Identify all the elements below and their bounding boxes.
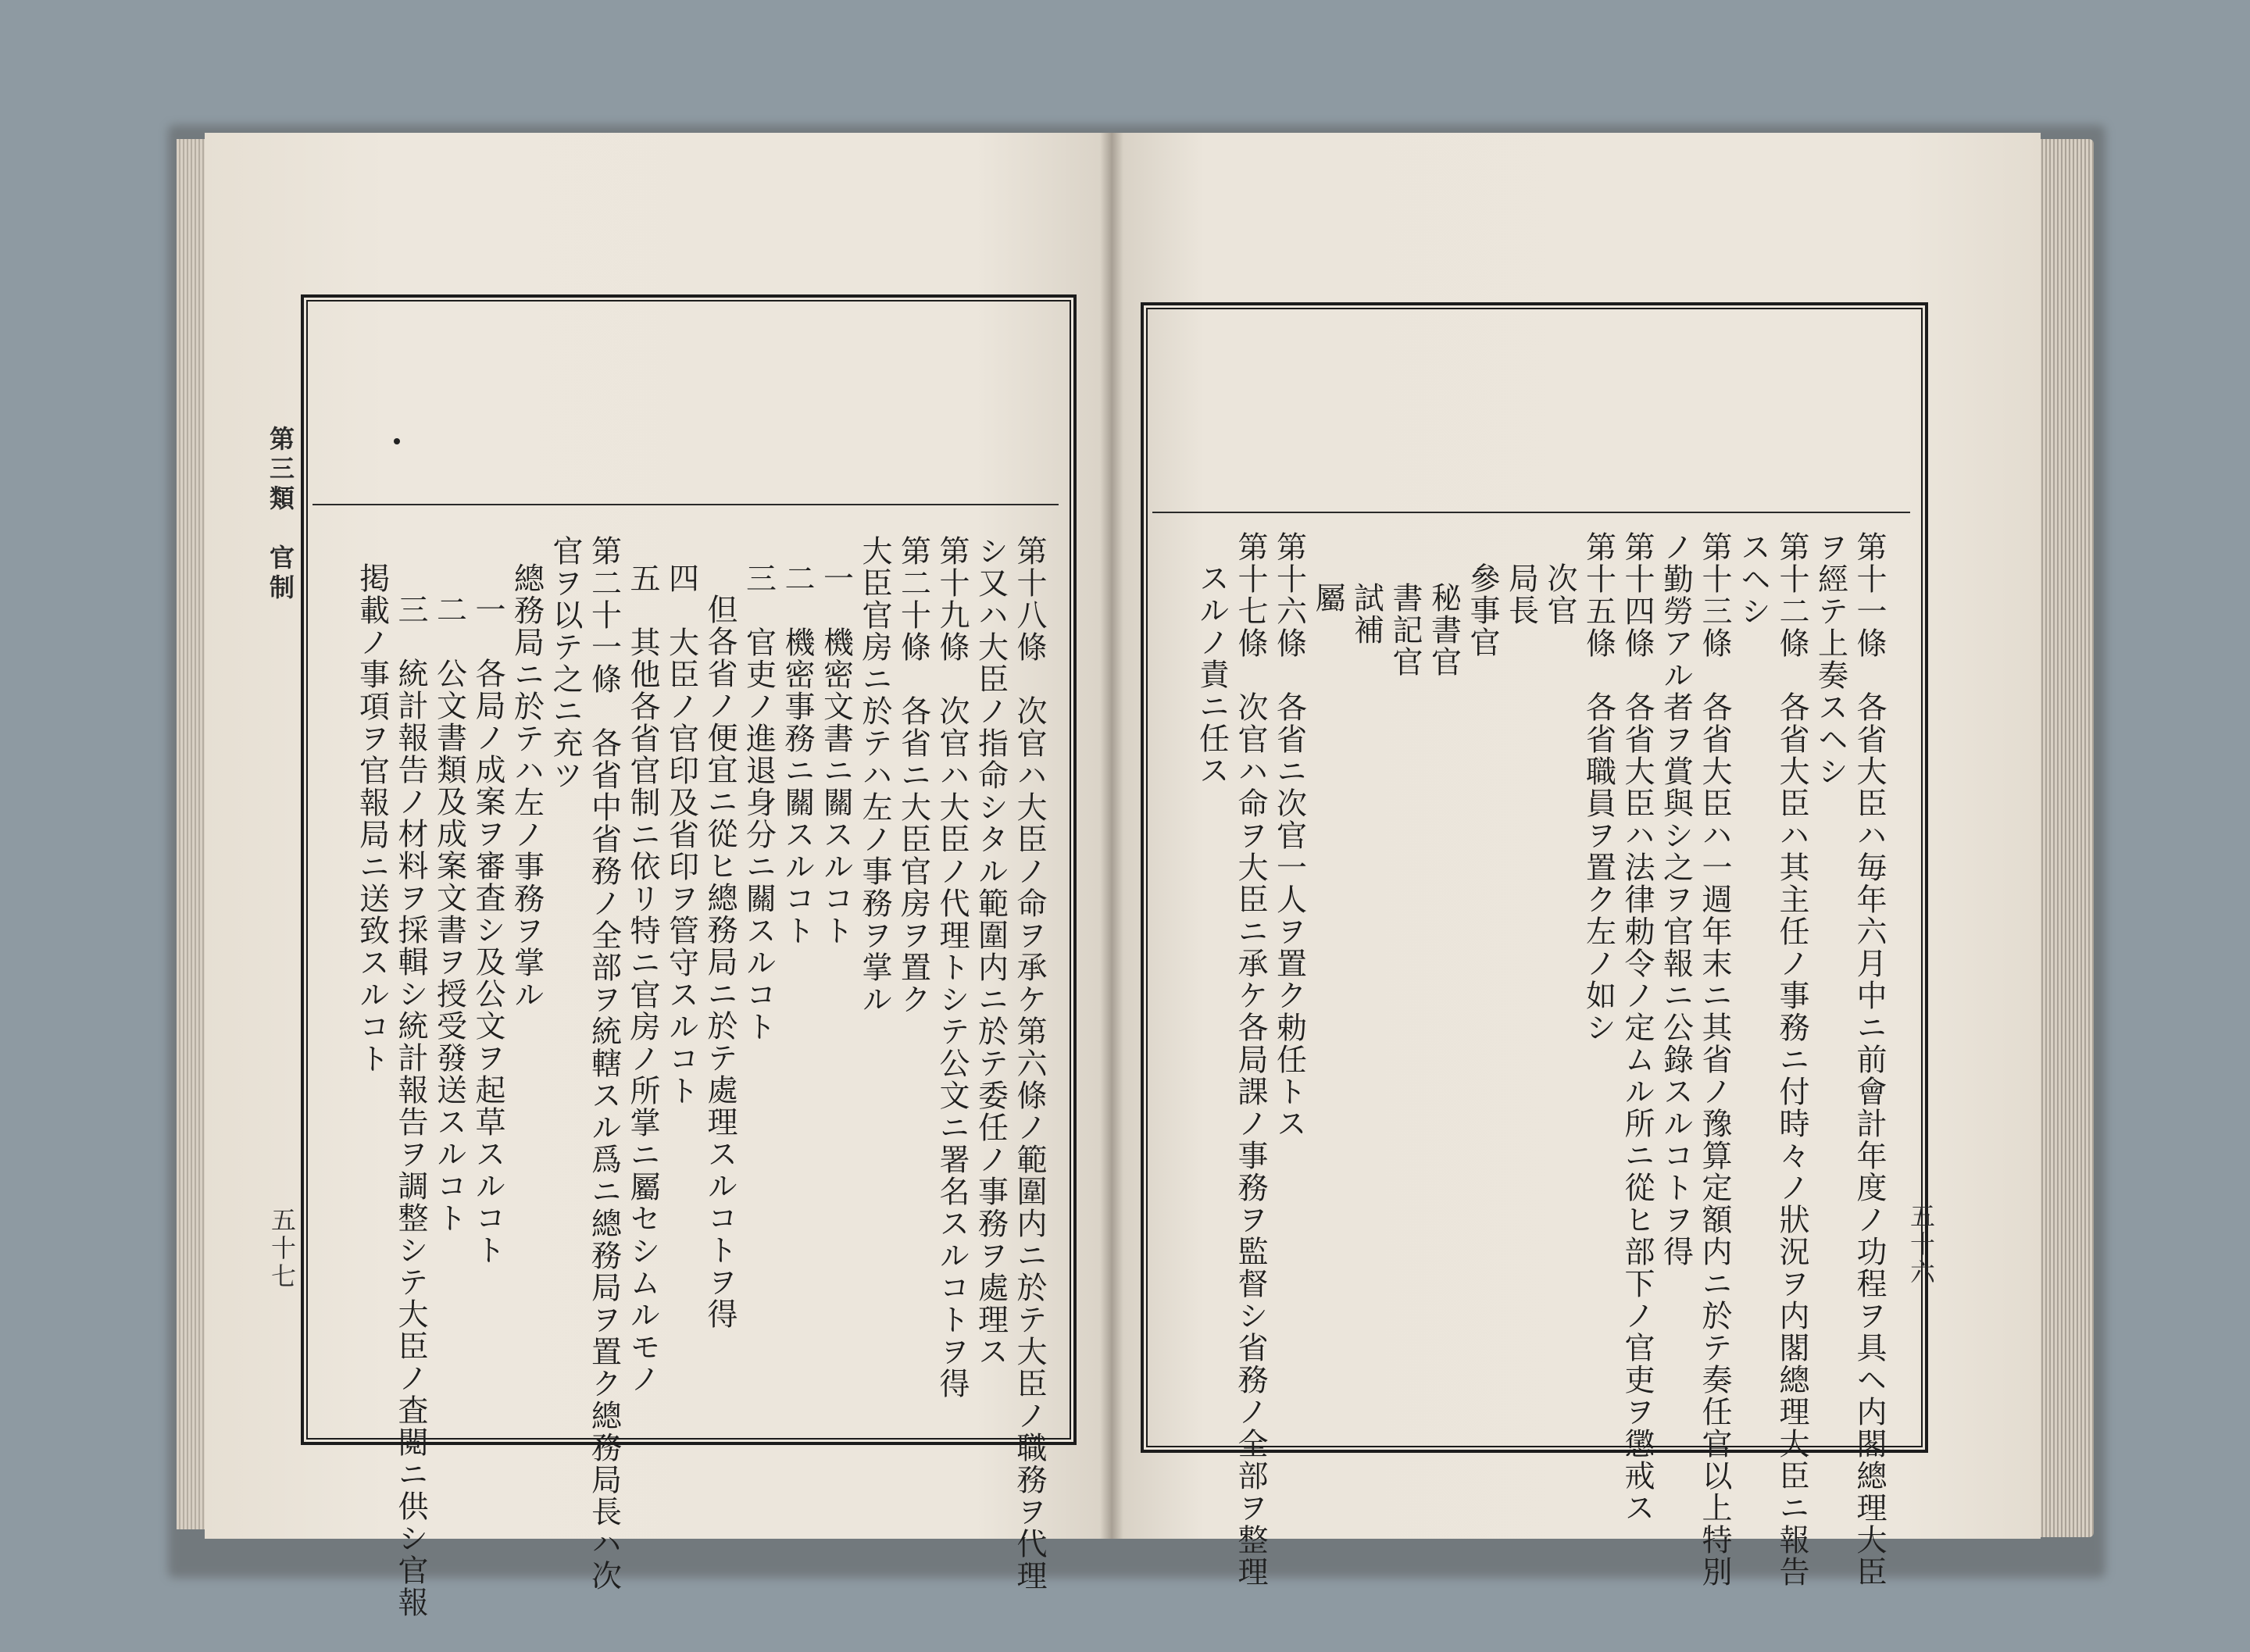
left-text-column: 但各省ノ便宜ニ從ヒ總務局ニ於テ處理スルコトヲ得 (702, 594, 738, 1330)
right-text-column: 第十一條 各省大臣ハ毎年六月中ニ前會計年度ノ功程ヲ具ヘ内閣總理大臣 (1852, 531, 1887, 1588)
right-text-column: 第十三條 各省大臣ハ一週年末ニ其省ノ豫算定額内ニ於テ奏任官以上特別 (1697, 531, 1732, 1588)
left-running-head: 第三類 官制 (266, 426, 295, 604)
right-text-column: 第十七條 次官ハ命ヲ大臣ニ承ケ各局課ノ事務ヲ監督シ省務ノ全部ヲ整理 (1233, 531, 1268, 1588)
left-text-column: 五 其他各省官制ニ依リ特ニ官房ノ所掌ニ屬セシムルモノ (625, 562, 660, 1395)
right-text-column: 第十五條 各省職員ヲ置ク左ノ如シ (1580, 531, 1616, 1044)
left-text-column: 大臣官房ニ於テハ左ノ事務ヲ掌ル (857, 535, 892, 1015)
right-text-column: ヲ經テ上奏スヘシ (1812, 531, 1848, 787)
left-text-column: 官ヲ以テ之ニ充ツ (548, 535, 583, 791)
right-text-column: 書記官 (1388, 582, 1423, 678)
right-text-column: ノ勤勞アル者ヲ賞與シ之ヲ官報ニ公錄スルコトヲ得 (1658, 531, 1694, 1268)
left-header-rule (312, 504, 1059, 505)
right-text-column: 第十二條 各省大臣ハ其主任ノ事務ニ付時々ノ狀況ヲ内閣總理大臣ニ報告 (1774, 531, 1809, 1588)
left-page-number: 五十七 (267, 1207, 297, 1291)
left-text-column: 掲載ノ事項ヲ官報局ニ送致スルコト (354, 562, 390, 1075)
left-text-column: 二 機密事務ニ關スルコト (780, 562, 815, 947)
right-header-rule (1152, 512, 1910, 513)
left-text-column: 第十九條 次官ハ大臣ノ代理トシテ公文ニ署名スルコトヲ得 (934, 535, 970, 1400)
left-text-column: 一 機密文書ニ關スルコト (818, 562, 854, 947)
left-text-column: 四 大臣ノ官印及省印ヲ管守スルコト (663, 562, 699, 1107)
left-ink-dot (394, 438, 400, 444)
left-text-column: 三 官吏ノ進退身分ニ關スルコト (741, 562, 777, 1043)
right-text-column: 參事官 (1465, 562, 1500, 658)
left-text-column: 第二十一條 各省中省務ノ全部ヲ統轄スル爲ニ總務局ヲ置ク總務局長ハ次 (586, 535, 622, 1592)
left-text-column: 二 公文書類及成案文書ヲ授受發送スルコト (431, 594, 467, 1234)
left-text-column: 第十八條 次官ハ大臣ノ命ヲ承ケ第六條ノ範圍内ニ於テ大臣ノ職務ヲ代理 (1012, 535, 1047, 1592)
left-text-column: 總務局ニ於テハ左ノ事務ヲ掌ル (509, 562, 545, 1011)
right-text-column: 第十四條 各省大臣ハ法律勅令ノ定ムル所ニ從ヒ部下ノ官吏ヲ懲戒ス (1620, 531, 1655, 1524)
right-page-number: 五十六 (1906, 1203, 1936, 1287)
left-text-column: 一 各局ノ成案ヲ審査シ及公文ヲ起草スルコト (470, 594, 505, 1266)
left-text-column: 第二十條 各省ニ大臣官房ヲ置ク (895, 535, 931, 1015)
right-text-column: 屬 (1310, 582, 1345, 614)
book-gutter (1100, 133, 1123, 1539)
left-page-edges (177, 139, 208, 1529)
right-text-column: 試補 (1348, 582, 1384, 646)
right-text-column: 次官 (1542, 562, 1577, 626)
left-text-column: シ又ハ大臣ノ指命シタル範圍内ニ於テ委任ノ事務ヲ處理ス (973, 535, 1009, 1368)
right-page-edges (2039, 139, 2094, 1537)
right-text-column: 秘書官 (1426, 582, 1462, 678)
right-text-column: スルノ責ニ任ス (1194, 562, 1230, 787)
right-text-column: 第十六條 各省ニ次官一人ヲ置ク勅任トス (1271, 531, 1307, 1140)
right-text-column: スヘシ (1735, 531, 1771, 627)
left-text-column: 三 統計報告ノ材料ヲ採輯シ統計報告ヲ調整シテ大臣ノ査閲ニ供シ官報 (393, 594, 428, 1618)
right-text-column: 局長 (1503, 562, 1539, 626)
